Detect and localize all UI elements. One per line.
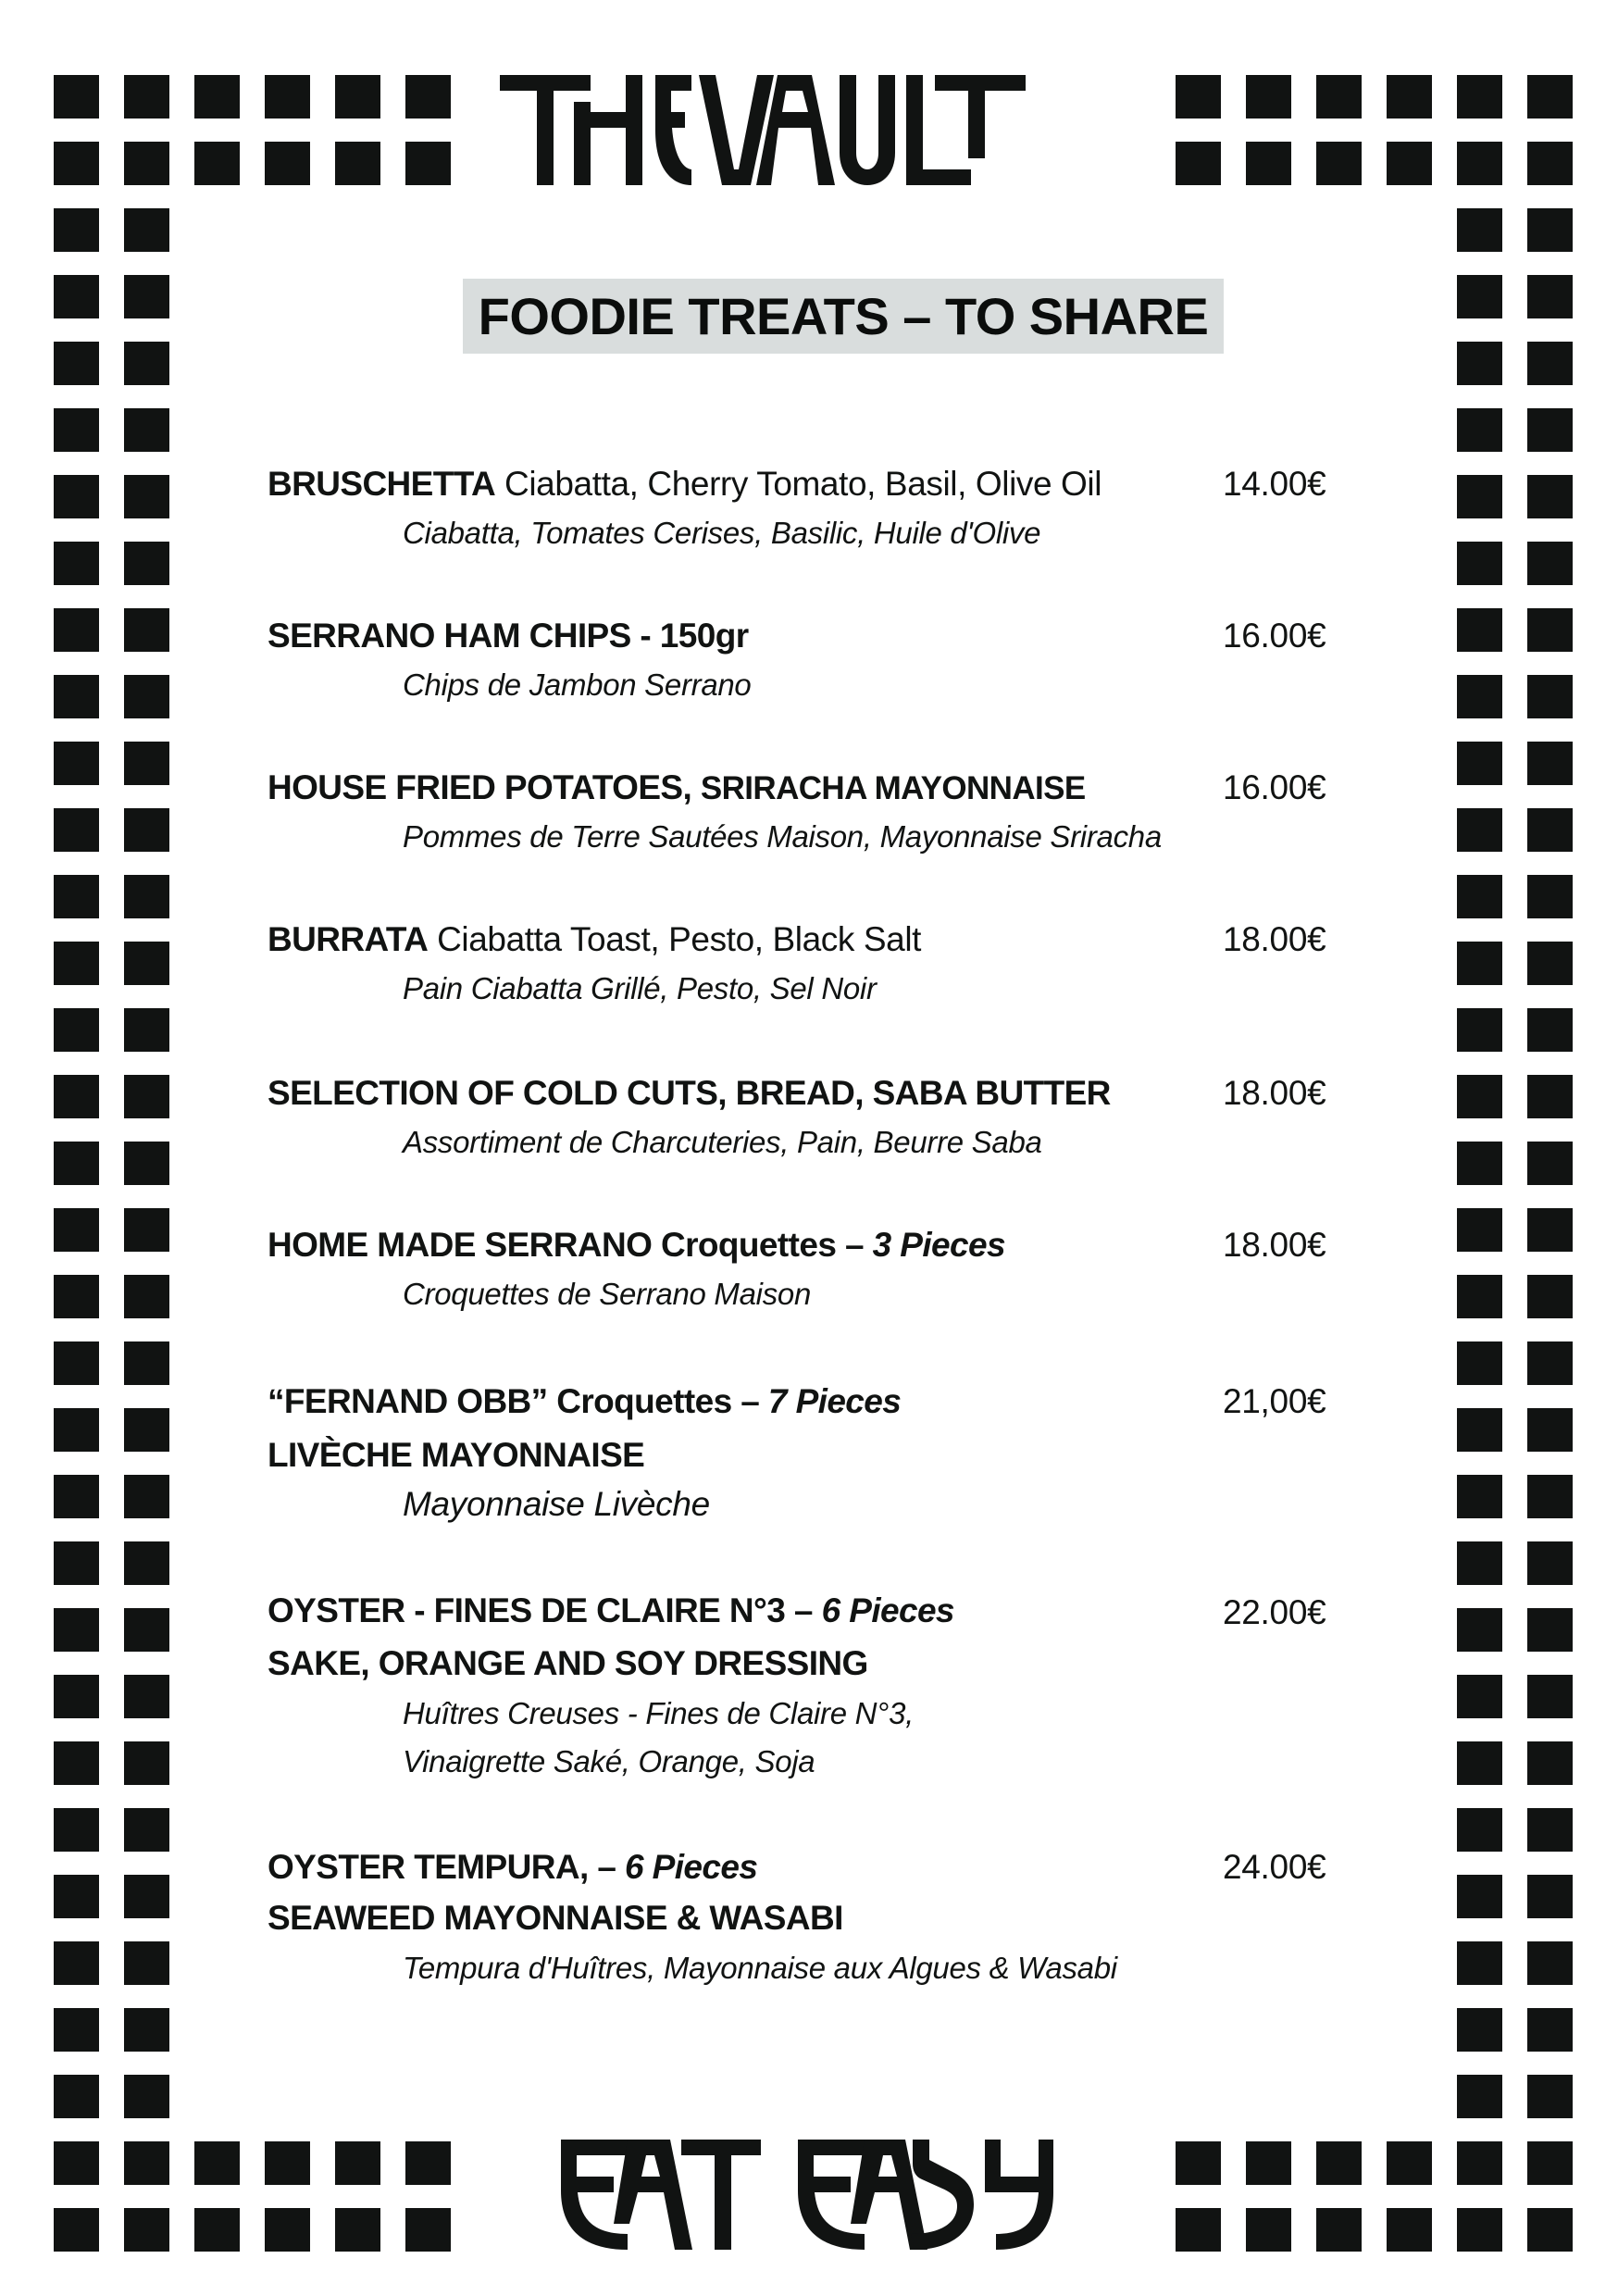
border-square [1457, 808, 1502, 852]
border-square [124, 1741, 169, 1785]
border-square [54, 75, 99, 119]
border-square [124, 1275, 169, 1318]
border-square [54, 1875, 99, 1918]
border-square [54, 1408, 99, 1452]
border-square [124, 1941, 169, 1985]
border-square [1176, 75, 1221, 119]
border-square [124, 742, 169, 785]
border-square [1527, 475, 1573, 518]
item-title [268, 922, 921, 956]
border-square [1387, 142, 1432, 185]
border-square [1457, 275, 1502, 318]
item-french-translation: Tempura d'Huîtres, Mayonnaise aux Algues & Wasabi [403, 1951, 1117, 1985]
border-square [1527, 408, 1573, 452]
border-square [194, 2141, 240, 2185]
border-square [124, 875, 169, 918]
border-square [1457, 2141, 1502, 2185]
border-square [1457, 2208, 1502, 2252]
border-square [124, 275, 169, 318]
border-square [1457, 1675, 1502, 1718]
border-square [54, 1541, 99, 1585]
border-square [1387, 75, 1432, 119]
item-title [268, 1593, 954, 1628]
border-square [1457, 1941, 1502, 1985]
border-square [124, 408, 169, 452]
border-square [124, 342, 169, 385]
border-square [194, 75, 240, 119]
border-square [124, 75, 169, 119]
item-title [268, 1850, 757, 1884]
border-square [54, 408, 99, 452]
border-square [1457, 208, 1502, 252]
border-square [124, 208, 169, 252]
border-square [1457, 475, 1502, 518]
section-title: FOODIE TREATS – TO SHARE [478, 287, 1209, 345]
border-square [335, 142, 380, 185]
border-square [1246, 142, 1291, 185]
border-square [1457, 675, 1502, 718]
border-square [1527, 275, 1573, 318]
border-square [124, 542, 169, 585]
border-square [54, 1741, 99, 1785]
border-square [1457, 342, 1502, 385]
item-name: SERRANO HAM CHIPS - 150gr [268, 617, 749, 655]
item-name: OYSTER - FINES DE CLAIRE N°3 – [268, 1591, 822, 1629]
border-square [54, 208, 99, 252]
border-square [1316, 2141, 1362, 2185]
border-square [405, 75, 451, 119]
border-square [54, 2075, 99, 2118]
border-square [1527, 808, 1573, 852]
border-square [1527, 1875, 1573, 1918]
border-square [124, 475, 169, 518]
border-square [54, 1941, 99, 1985]
border-square [1527, 2075, 1573, 2118]
border-square [1457, 1808, 1502, 1852]
border-square [124, 608, 169, 652]
border-square [1457, 408, 1502, 452]
eat-easy-logo [561, 2140, 1053, 2251]
border-square [1457, 2008, 1502, 2052]
item-french-translation: Mayonnaise Livèche [403, 1485, 710, 1523]
border-square [124, 675, 169, 718]
border-square [1457, 742, 1502, 785]
border-square [54, 808, 99, 852]
item-price: 22.00€ [1223, 1593, 1326, 1631]
border-square [54, 275, 99, 318]
border-square [1457, 1008, 1502, 1052]
border-square [1457, 75, 1502, 119]
border-square [1457, 1275, 1502, 1318]
border-square [124, 2141, 169, 2185]
item-name: OYSTER TEMPURA, – [268, 1848, 625, 1886]
border-square [1387, 2208, 1432, 2252]
item-name: HOUSE FRIED POTATOES, [268, 768, 701, 806]
border-square [124, 1408, 169, 1452]
border-square [124, 1341, 169, 1385]
item-name: BURRATA [268, 920, 429, 958]
border-square [1527, 542, 1573, 585]
border-square [54, 1475, 99, 1518]
border-square [1176, 2141, 1221, 2185]
item-description: Ciabatta, Cherry Tomato, Basil, Olive Oil [495, 465, 1102, 503]
item-pieces: 7 Pieces [767, 1382, 902, 1420]
border-square [405, 2208, 451, 2252]
border-square [124, 2208, 169, 2252]
item-pieces: 3 Pieces [872, 1226, 1005, 1264]
item-price: 18.00€ [1223, 920, 1326, 958]
border-square [1316, 142, 1362, 185]
border-square [405, 142, 451, 185]
border-square [1457, 1875, 1502, 1918]
border-square [1457, 1408, 1502, 1452]
item-french-translation: Ciabatta, Tomates Cerises, Basilic, Huile d'Olive [403, 516, 1041, 550]
border-square [54, 608, 99, 652]
border-square [1527, 675, 1573, 718]
item-name: BRUSCHETTA [268, 465, 496, 503]
border-square [54, 1275, 99, 1318]
border-square [1527, 1408, 1573, 1452]
item-price: 24.00€ [1223, 1848, 1326, 1886]
section-title-banner [463, 279, 1224, 354]
border-square [1246, 2208, 1291, 2252]
border-square [265, 2141, 310, 2185]
border-square [1527, 1341, 1573, 1385]
border-square [1527, 1541, 1573, 1585]
border-square [1527, 2208, 1573, 2252]
item-price: 14.00€ [1223, 465, 1326, 503]
border-square [1527, 2141, 1573, 2185]
item-price: 16.00€ [1223, 768, 1326, 806]
border-square [124, 1675, 169, 1718]
border-square [265, 75, 310, 119]
item-name-line2: SAKE, ORANGE AND SOY DRESSING [268, 1644, 868, 1682]
item-price: 18.00€ [1223, 1074, 1326, 1112]
border-square [1457, 608, 1502, 652]
border-square [1527, 1608, 1573, 1652]
item-pieces: 6 Pieces [624, 1848, 758, 1886]
item-name: HOME MADE SERRANO Croquettes – [268, 1226, 873, 1264]
border-square [54, 2208, 99, 2252]
border-square [335, 2141, 380, 2185]
item-name-line2: SEAWEED MAYONNAISE & WASABI [268, 1899, 843, 1937]
item-name-sub: SRIRACHA MAYONNAISE [700, 770, 1086, 806]
border-square [124, 1008, 169, 1052]
border-square [124, 1808, 169, 1852]
border-square [1457, 875, 1502, 918]
border-square [124, 1608, 169, 1652]
border-square [1387, 2141, 1432, 2185]
border-square [1527, 1808, 1573, 1852]
border-square [265, 2208, 310, 2252]
border-square [1316, 75, 1362, 119]
border-square [54, 675, 99, 718]
border-square [124, 942, 169, 985]
border-square [124, 142, 169, 185]
border-square [1457, 942, 1502, 985]
border-square [124, 2008, 169, 2052]
item-french-translation: Assortiment de Charcuteries, Pain, Beurre Saba [403, 1125, 1042, 1159]
border-square [335, 75, 380, 119]
border-square [54, 475, 99, 518]
item-price: 18.00€ [1223, 1226, 1326, 1264]
border-square [1457, 1341, 1502, 1385]
border-square [124, 1541, 169, 1585]
border-square [124, 1875, 169, 1918]
border-square [1457, 1075, 1502, 1118]
border-square [124, 1075, 169, 1118]
border-square [194, 2208, 240, 2252]
border-square [1457, 1608, 1502, 1652]
border-square [1527, 1142, 1573, 1185]
item-name: SELECTION OF COLD CUTS, BREAD, SABA BUTTER [268, 1074, 1111, 1112]
item-price: 16.00€ [1223, 617, 1326, 655]
item-french-translation: Pain Ciabatta Grillé, Pesto, Sel Noir [403, 971, 877, 1005]
border-square [1527, 1008, 1573, 1052]
item-french-translation: Pommes de Terre Sautées Maison, Mayonnaise Sriracha [403, 819, 1162, 854]
item-price: 21,00€ [1223, 1382, 1326, 1420]
border-square [1527, 1208, 1573, 1252]
border-square [124, 808, 169, 852]
the-vault-logo [500, 75, 1118, 186]
border-square [1457, 1475, 1502, 1518]
border-square [54, 742, 99, 785]
border-square [54, 1341, 99, 1385]
item-french-translation: Chips de Jambon Serrano [403, 668, 752, 702]
item-french-translation: Croquettes de Serrano Maison [403, 1277, 812, 1311]
border-square [1527, 342, 1573, 385]
border-square [1527, 1475, 1573, 1518]
border-square [1176, 2208, 1221, 2252]
border-square [1527, 142, 1573, 185]
border-square [124, 1208, 169, 1252]
item-title [268, 770, 1086, 805]
border-square [1457, 1541, 1502, 1585]
item-pieces: 6 Pieces [821, 1591, 954, 1629]
border-square [1527, 608, 1573, 652]
item-name-line2: LIVÈCHE MAYONNAISE [268, 1436, 645, 1474]
border-square [1457, 1142, 1502, 1185]
border-square [1527, 942, 1573, 985]
border-square [54, 142, 99, 185]
item-title [268, 1228, 1005, 1262]
border-square [265, 142, 310, 185]
border-square [335, 2208, 380, 2252]
border-square [1457, 2075, 1502, 2118]
border-square [405, 2141, 451, 2185]
border-square [1246, 75, 1291, 119]
border-square [1527, 742, 1573, 785]
item-title [268, 1384, 901, 1418]
border-square [1527, 1075, 1573, 1118]
border-square [1316, 2208, 1362, 2252]
border-square [124, 2075, 169, 2118]
border-square [54, 875, 99, 918]
border-square [1527, 75, 1573, 119]
border-square [124, 1142, 169, 1185]
border-square [54, 942, 99, 985]
border-square [1457, 1208, 1502, 1252]
border-square [124, 1475, 169, 1518]
item-french-translation: Huîtres Creuses - Fines de Claire N°3, [403, 1696, 914, 1730]
item-french-translation-line2: Vinaigrette Saké, Orange, Soja [403, 1744, 815, 1778]
border-square [1527, 875, 1573, 918]
border-square [1527, 1275, 1573, 1318]
border-square [1457, 1741, 1502, 1785]
item-description: Ciabatta Toast, Pesto, Black Salt [428, 920, 922, 958]
border-square [54, 2008, 99, 2052]
item-title [268, 467, 1101, 501]
border-square [54, 1675, 99, 1718]
border-square [54, 1008, 99, 1052]
border-square [54, 1808, 99, 1852]
border-square [1527, 1741, 1573, 1785]
border-square [1527, 208, 1573, 252]
border-square [54, 1142, 99, 1185]
border-square [1457, 142, 1502, 185]
border-square [54, 1608, 99, 1652]
border-square [1527, 1675, 1573, 1718]
border-square [194, 142, 240, 185]
border-square [1176, 142, 1221, 185]
border-square [1246, 2141, 1291, 2185]
border-square [1457, 542, 1502, 585]
border-square [54, 2141, 99, 2185]
border-square [1527, 1941, 1573, 1985]
item-name: “FERNAND OBB” Croquettes – [268, 1382, 768, 1420]
border-square [54, 342, 99, 385]
border-square [54, 1075, 99, 1118]
border-square [1527, 2008, 1573, 2052]
border-square [54, 542, 99, 585]
border-square [54, 1208, 99, 1252]
